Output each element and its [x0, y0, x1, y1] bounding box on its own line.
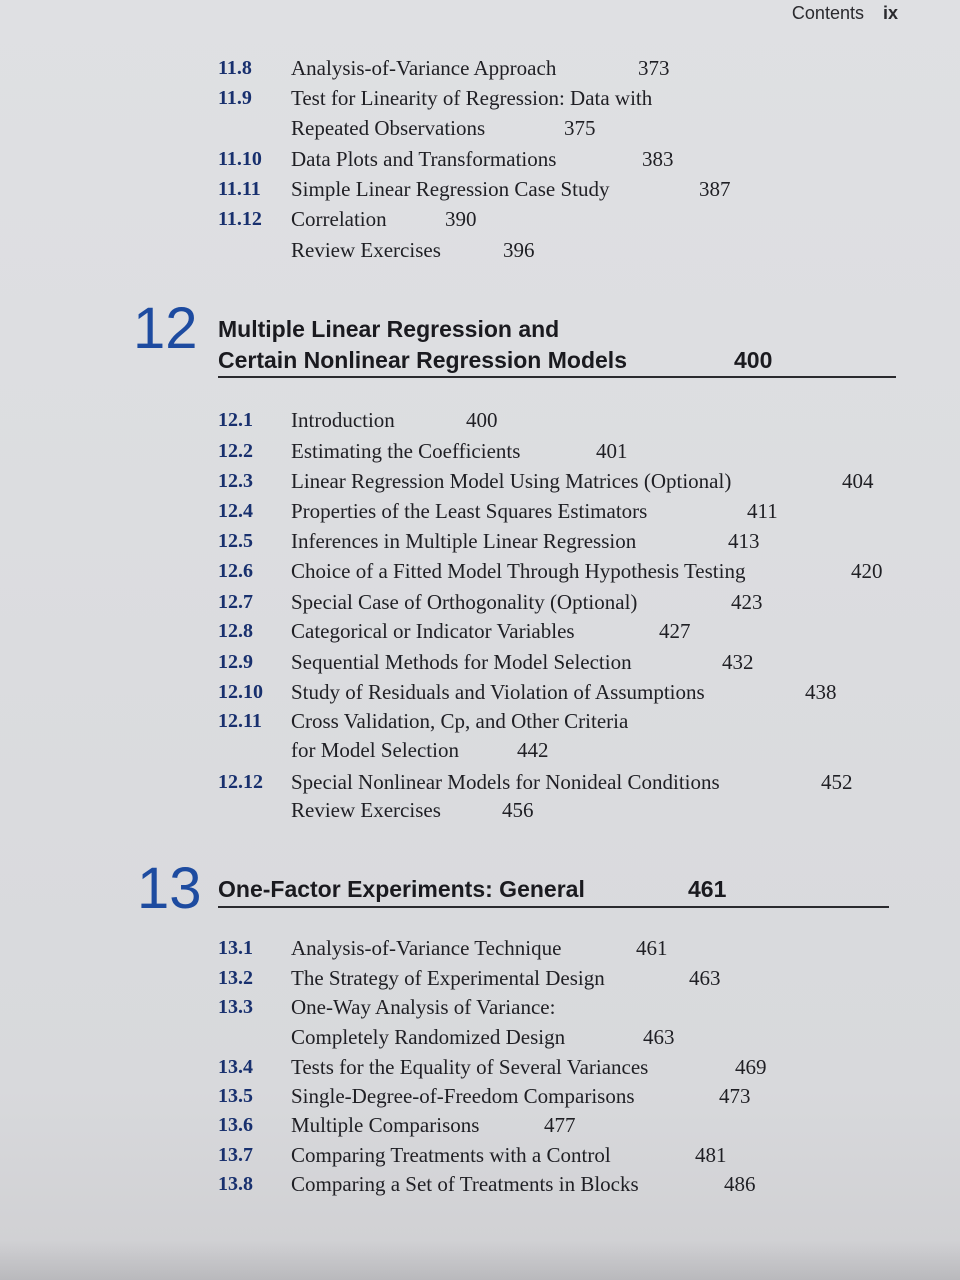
chapter-title-text: Certain Nonlinear Regression Models	[218, 347, 627, 373]
section-title: Simple Linear Regression Case Study	[291, 177, 610, 201]
chapter-page: 400	[734, 347, 773, 373]
section-number: 12.11	[218, 710, 262, 732]
section-page: 420	[851, 559, 883, 583]
section-page: 463	[643, 1025, 675, 1049]
running-head-title: Contents	[791, 3, 864, 23]
section-number: 13.7	[218, 1144, 253, 1166]
section-number: 12.6	[218, 560, 253, 582]
section-title: Review Exercises	[291, 238, 441, 262]
chapter-title-line1: Multiple Linear Regression and	[218, 316, 560, 342]
chapter-title-line2	[218, 345, 778, 375]
section-title: Introduction	[291, 408, 395, 432]
section-number: 11.12	[218, 208, 262, 230]
section-title: Properties of the Least Squares Estimators	[291, 499, 648, 523]
section-page: 486	[724, 1172, 756, 1196]
section-title: Comparing Treatments with a Control	[291, 1143, 611, 1167]
section-title: for Model Selection	[291, 738, 459, 762]
chapter-title	[218, 874, 778, 904]
section-number: 13.1	[218, 937, 253, 959]
section-number: 11.8	[218, 57, 252, 79]
section-page: 438	[805, 680, 837, 704]
section-number: 12.8	[218, 620, 253, 642]
section-number: 13.2	[218, 967, 253, 989]
section-title: Review Exercises	[291, 798, 441, 822]
chapter-number: 12	[133, 296, 198, 361]
section-page: 413	[728, 529, 760, 553]
section-number: 11.9	[218, 87, 252, 109]
section-title: The Strategy of Experimental Design	[291, 966, 605, 990]
section-page: 461	[636, 936, 668, 960]
chapter-page: 461	[688, 876, 727, 902]
section-number: 11.10	[218, 148, 262, 170]
section-title: Inferences in Multiple Linear Regression	[291, 529, 637, 553]
section-number: 12.4	[218, 500, 253, 522]
section-page: 390	[445, 207, 477, 231]
section-title: Sequential Methods for Model Selection	[291, 650, 632, 674]
section-number: 13.6	[218, 1114, 253, 1136]
section-number: 12.10	[218, 681, 263, 703]
section-page: 423	[731, 590, 763, 614]
section-page: 375	[564, 116, 596, 140]
section-number: 13.5	[218, 1085, 253, 1107]
section-page: 456	[502, 798, 534, 822]
section-number: 12.2	[218, 440, 253, 462]
section-page: 383	[642, 147, 674, 171]
section-page: 473	[719, 1084, 751, 1108]
section-page: 432	[722, 650, 754, 674]
section-page: 469	[735, 1055, 767, 1079]
section-title: Data Plots and Transformations	[291, 147, 557, 171]
section-title: Multiple Comparisons	[291, 1113, 480, 1137]
section-title: Tests for the Equality of Several Variances	[291, 1055, 649, 1079]
section-number: 13.8	[218, 1173, 253, 1195]
section-number: 13.4	[218, 1056, 253, 1078]
section-page: 481	[695, 1143, 727, 1167]
section-number: 12.12	[218, 771, 263, 793]
section-title: Comparing a Set of Treatments in Blocks	[291, 1172, 639, 1196]
section-title: Analysis-of-Variance Approach	[291, 56, 557, 80]
section-title: Linear Regression Model Using Matrices (Optional)	[291, 469, 732, 493]
section-title: Special Case of Orthogonality (Optional)	[291, 590, 638, 614]
section-title: Correlation	[291, 207, 387, 231]
section-number: 12.7	[218, 591, 253, 613]
section-title: Single-Degree-of-Freedom Comparisons	[291, 1084, 635, 1108]
running-head	[792, 3, 898, 24]
section-page: 427	[659, 619, 691, 643]
section-title: Study of Residuals and Violation of Assumptions	[291, 680, 705, 704]
section-title: Special Nonlinear Models for Nonideal Conditions	[291, 770, 720, 794]
section-page: 373	[638, 56, 670, 80]
page-edge-shadow	[0, 1240, 960, 1280]
section-title: Completely Randomized Design	[291, 1025, 566, 1049]
section-number: 12.3	[218, 470, 253, 492]
section-page: 404	[842, 469, 874, 493]
chapter-title-text: One-Factor Experiments: General	[218, 876, 585, 902]
section-title: Analysis-of-Variance Technique	[291, 936, 562, 960]
section-number: 12.5	[218, 530, 253, 552]
section-title: Cross Validation, Cp, and Other Criteria	[291, 709, 629, 733]
section-number: 11.11	[218, 178, 261, 200]
section-page: 396	[503, 238, 535, 262]
section-title: Test for Linearity of Regression: Data with	[291, 86, 653, 110]
section-page: 442	[517, 738, 549, 762]
section-page: 387	[699, 177, 731, 201]
section-page: 400	[466, 408, 498, 432]
section-number: 13.3	[218, 996, 253, 1018]
section-page: 477	[544, 1113, 576, 1137]
chapter-rule	[218, 906, 889, 908]
section-title: Estimating the Coefficients	[291, 439, 521, 463]
section-title: Categorical or Indicator Variables	[291, 619, 575, 643]
section-number: 12.1	[218, 409, 253, 431]
section-number: 12.9	[218, 651, 253, 673]
section-page: 463	[689, 966, 721, 990]
section-title: Choice of a Fitted Model Through Hypothesis Testing	[291, 559, 746, 583]
running-head-page-number: ix	[882, 3, 898, 23]
chapter-number: 13	[137, 856, 202, 921]
chapter-rule	[218, 376, 896, 378]
section-page: 401	[596, 439, 628, 463]
section-title: One-Way Analysis of Variance:	[291, 995, 556, 1019]
section-page: 411	[747, 499, 778, 523]
section-page: 452	[821, 770, 853, 794]
section-title: Repeated Observations	[291, 116, 486, 140]
